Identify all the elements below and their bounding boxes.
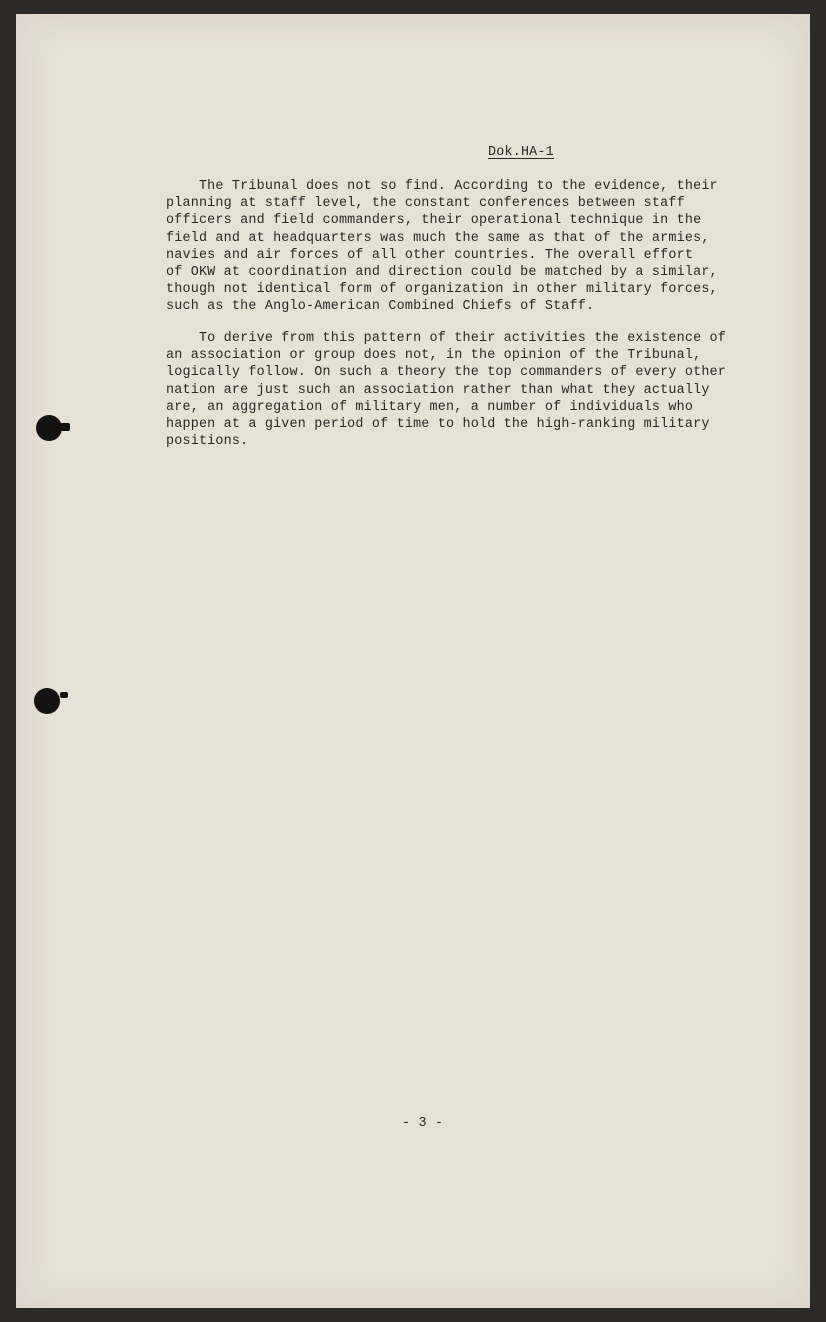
text-line: of OKW at coordination and direction could be matched by a similar, [166,265,718,281]
paragraph [166,178,746,316]
paragraph [166,330,746,450]
text-line: To derive from this pattern of their activities the existence of [166,331,727,346]
text-line: positions. [166,434,249,450]
text-line: logically follow. On such a theory the top commanders of every other [166,365,727,381]
text-line: navies and air forces of all other countries. The overall effort [166,247,694,263]
document-page [16,14,810,1308]
text-line: field and at headquarters was much the same as that of the armies, [166,230,710,246]
punch-hole [36,415,62,441]
text-line: planning at staff level, the constant conferences between staff [166,196,685,212]
document-reference: Dok.HA-1 [488,145,554,160]
text-line: officers and field commanders, their operational technique in the [166,213,702,229]
text-line: an association or group does not, in the opinion of the Tribunal, [166,348,702,364]
page-number: - 3 - [402,1116,444,1131]
text-line: are, an aggregation of military men, a number of individuals who [166,399,694,415]
text-line: happen at a given period of time to hold the high-ranking military [166,417,710,433]
text-line: The Tribunal does not so find. According to the evidence, their [166,179,718,194]
text-line: nation are just such an association rather than what they actually [166,382,710,398]
punch-hole [34,688,60,714]
text-line: though not identical form of organization in other military forces, [166,282,718,298]
text-line: such as the Anglo-American Combined Chiefs of Staff. [166,299,595,315]
